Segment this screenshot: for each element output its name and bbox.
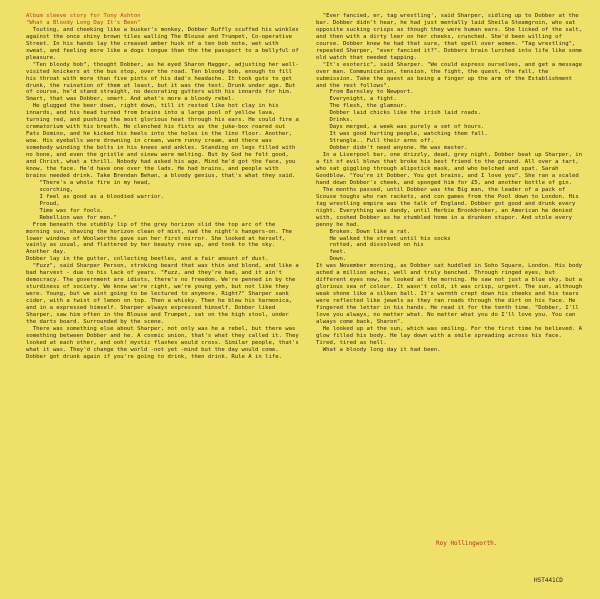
story-subtitle: "What a Bloody Long Day It's Been" [26, 19, 141, 26]
catalog-number: HST441CD [534, 577, 563, 584]
verse-line: Rebellion was for men." [39, 214, 117, 221]
paragraph: In a Liverpool bar, one drizzly, dead, grey night, Dobber beat up Sharper, in a fit of evil blows that broke his best friend to the ground. All over a tart, who sat giggling through alipstick mask, and who belched and spat. Sarah Goodblow. "You're it Dobber. You got brains, and I love you". She ran a scaled hand down Dobber's cheek, and sponged him for £5, and another bottle of gin. [316, 152, 583, 186]
verse-line: Days merged, a week was purely a set of hours. [329, 124, 485, 131]
paragraph: There was something else about Sharper, not only was he a rebel, but there was something between Dobber and he. A cosmic union, that's what they called it. They looked at each other, and ooh! mystic flashes would cross. Similar people, that's what it was. They'd change the world -not yet -mind but the day would come. Dobber got drunk again if you're going to drink, then drink. Rule A in life. [26, 325, 299, 360]
verse-line: scorching, [39, 186, 74, 193]
paragraph: "Ever fancied, er, tag wrestling', said Sharper, sidling up to Dobber at the bar. Dobber didn't hear, he had just mentally laid Sheila Steamgroin, who sat opposite sucking crisps as though they were human ears. She licked of the salt, and then with a dirty leer on her cheeks, crunched. She'd been willing of course. Dobber knew he had that sure, that spell over women. "Tag wrestling", repeated Sharper, "ever fancied it?". Dobbers brain lurched into life like some old watch that needed tapping. [316, 13, 583, 61]
paragraph: "Fuzz", said Sharper Person, stroking beard that was thin and blond, and like a bad harvest - due to his lack of years. "Fuzz, and they're bad, and it ain't democracy. The government are idiots, there's no freedom. We're penned in by the sturdiness of society. We know we're right, we're young yeh, but not like they were. Young, but we aint going to be lectured to anymore. Right?" Sharper sank cider, with a twist of lemon on top. Then a whisky. Then he blew his harmonica, and in a expressed himself. Sharper always expressed himself. Dobber liked Sharper, saw him often in the Blouse and Trumpet, sat on the high stool, under the darts board. Surrounded by the scene. [26, 263, 299, 325]
verse-line: Strangle.. Full their arms off. [329, 138, 434, 145]
paragraph: It was November morning, as Dobber sat huddled in Soho Square, London. His body ached a million aches, well and truly benched. Through ringed eyes, but different eyes now, he looked at the morning. He saw not just a blue sky, but a glorious sea of colour. It wasn't cold, it was crisp, urgent. The sun, although weak shone like a silken ball. It's warmth crept down his cheeks and his tears were reflected like jewels as they ran roads through the dirt on his face. He fingered the letter in his hands. He read it for the tenth time. "Dobber, I'll love you always, no matter what. No matter what you do I'll love you. You can always come back, Sharon". [316, 263, 583, 325]
verse-line: Down. [329, 256, 347, 263]
verse-line: Dobber didn't need anyone. He was master. [329, 145, 468, 152]
verse-line: Time was for fools. [39, 207, 104, 214]
verse-line: Dobber laid chicks like the irish laid roads. [329, 110, 481, 117]
left-column [26, 13, 302, 361]
paragraph: He looked up at the sun, which was smiling. For the first time he believed. A glow filled his body. He lay down with a smile spreading across his face. Tired, tired as hell. [316, 325, 583, 346]
verse-line: I feel as good as a bloodied warrior. [39, 193, 165, 200]
verse-line: "There's a whole fire in my head, [39, 179, 151, 186]
paragraph: "Ten bloody bob", thought Dobber, as he eyed Sharon Hagger, adjusting her well-visited knickers at the bus stop, over the road. Ten bloody bob, enough to fill his throat with more than five pints of his dad's headache. It took guts to get drunk, the ruination of them at least, but it was the test. Drunk under age. But of course, he'd stand straight, no decorating gutters with his innards for him. Smart, that was Dobber, smart. And what's more a bloody rebel. [26, 61, 299, 103]
verse-line: rotted, and dissolved on his [329, 242, 424, 249]
paragraph: Dobber lay in the gutter, collecting beetles, and a fair amount of dust. [26, 256, 269, 263]
verse-line: The flesh, the glamour. [329, 103, 407, 110]
verse-line: He walked the street until his socks [329, 235, 451, 242]
paragraph: "It's esoteric", said Sharper. "We could express ourselves, and get a message over man. Communication, tension, the fight, the quest, the fall, the submission. Take the quest as being a finger up the arm of the Establishment and the rest follows". [316, 61, 583, 89]
verse-line: Drinks. [329, 117, 354, 124]
verse-line: From Barnsley to Newport. [329, 89, 414, 96]
verse-block [26, 180, 302, 222]
paragraph: He glugged the beer down, right down, till it rested like hot clay in his innards, and his head turned from brains into a large pool of yellow lava, turning red, and pushing the most glorious heat through his ears. He could fire a crematorium with his breath. He clenched his fists as the juke-box roared out Fats Domino, and he kicked his heels into the holes in the lino floor. Another, wow. His eyeballs were drowning in cream, warm runny cream, and there was somebody winding the bolts in his knees and ankles. Standing on legs filled with no bone, and even the gristle and sinew were melting. But by God he felt good, and Christ, what a thrill. Nobody had asked his age. Mind he'd got the face, you know, the face. He'd have one over the lads. He had brains, and people with brains needed drink. Take Brendan Behan, a bloody genius, that's what they said. [26, 103, 299, 179]
paragraph: From beneath the stubbly lip of the grey horizon slid the top arc of the morning sun, shaving the horizon clean of mist, nad the night's hangers-on. The lower windows of Woolworths gave sun her first mirror. She looked at herself, vainly as usual, and flattered by her beauty rose up, and took to the sky. Another day. [26, 221, 293, 256]
verse-line: feet. [329, 249, 347, 256]
verse-block [316, 89, 584, 152]
paragraph: The months passed, until Dobber was the Big man, the leader of a pack of Scouse toughs who ran rackets, and con games from the Pool down to London. His tag wrestling empire was the talk of England. Dobber got good and drunk every night. Everything was dandy, until Herbie Brookbroker, an American he denied with, coshed Dobber as he stumbled home in a drunken stupor. And stole every penny he had. [316, 186, 579, 228]
verse-line: Proud, [39, 200, 60, 207]
verse-line: Everynight, a fight. [329, 96, 397, 103]
author-signature: Roy Hollingworth. [436, 540, 498, 547]
verse-line: Broken. Down like a rat. [329, 228, 411, 235]
right-column [316, 13, 584, 354]
story-title: Album sleeve story for Tony Ashton [26, 13, 141, 19]
paragraph: Touting, and cheeking like a busker's monkey, Dobber Ruffly scuffed his winkles against the once shiny brown tiles walling The Blouse and Trumpet, Co-operative Street. In his hands lay the creased amber husk of a ten bob note, wet with sweat, and feeling more like a dogs tongue than the the passport to a bellyful of pleasure. [26, 26, 299, 61]
verse-line: It was good hurting people, watching them fall. [329, 131, 488, 138]
verse-block [316, 229, 584, 264]
closing-line: What a bloody long day it had been. [322, 346, 441, 353]
